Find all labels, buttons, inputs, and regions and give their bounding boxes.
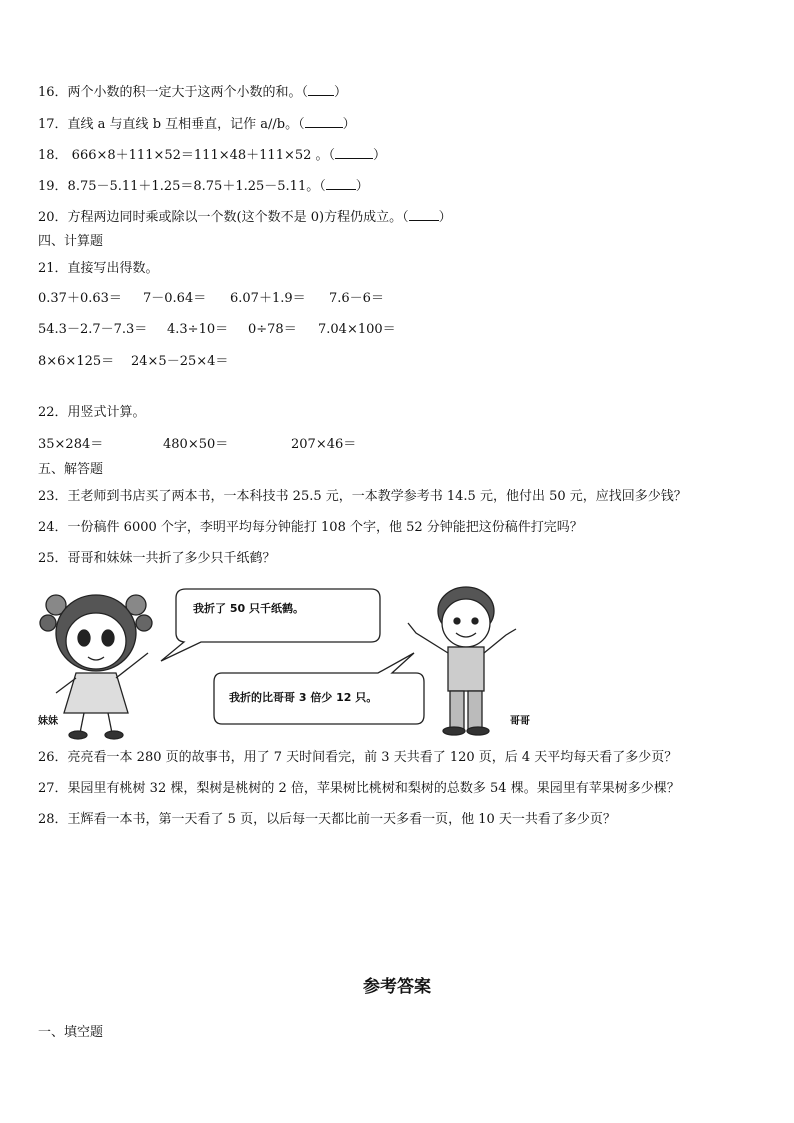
calc-item: 7.6－6＝: [329, 291, 384, 306]
answer-blank[interactable]: [409, 208, 439, 221]
question-17: 17．直线 a 与直线 b 互相垂直，记作 a//b。（ ）: [38, 117, 356, 132]
question-28: 28．王辉看一本书，第一天看了 5 页，以后每一天都比前一天多看一页，他 10 天一共看了多少页？: [38, 812, 616, 827]
calc-item: 24×5－25×4＝: [131, 354, 229, 369]
bubble-bottom-text: 我折的比哥哥 3 倍少 12 只。: [229, 691, 378, 704]
answer-blank[interactable]: [308, 83, 334, 96]
calc-item: 6.07＋1.9＝: [230, 291, 306, 306]
question-20: 20．方程两边同时乘或除以一个数(这个数不是 0)方程仍成立。（ ）: [38, 210, 452, 225]
question-25: 25．哥哥和妹妹一共折了多少只千纸鹤？: [38, 551, 276, 566]
question-27: 27．果园里有桃树 32 棵，梨树是桃树的 2 倍，苹果树比桃树和梨树的总数多 54 棵。果园里有苹果树多少棵？: [38, 781, 680, 796]
question-26: 26．亮亮看一本 280 页的故事书，用了 7 天时间看完，前 3 天共看了 120 页，后 4 天平均每天看了多少页？: [38, 750, 678, 765]
calc-item: 7－0.64＝: [143, 291, 207, 306]
question-21-title: 21．直接写出得数。: [38, 261, 159, 276]
calc-item: 0.37＋0.63＝: [38, 291, 122, 306]
answers-title: 参考答案: [363, 977, 431, 997]
calc-item: 0÷78＝: [248, 322, 297, 337]
calc-item: 54.3－2.7－7.3＝: [38, 322, 148, 337]
section-title-solve: 五、解答题: [38, 462, 104, 477]
section-title-calc: 四、计算题: [38, 234, 104, 249]
label-boy: 哥哥: [510, 716, 530, 727]
question-24: 24．一份稿件 6000 个字，李明平均每分钟能打 108 个字，他 52 分钟能把这份稿件打完吗？: [38, 520, 583, 535]
answers-section-1: 一、填空题: [38, 1025, 104, 1040]
answer-blank[interactable]: [335, 146, 373, 159]
bubble-top-text: 我折了 50 只千纸鹤。: [193, 602, 304, 615]
answer-blank[interactable]: [326, 177, 356, 190]
question-19: 19．8.75－5.11＋1.25＝8.75＋1.25－5.11。（ ）: [38, 179, 369, 194]
label-girl: 妹妹: [38, 716, 58, 727]
calc-item: 4.3÷10＝: [167, 322, 229, 337]
calc-item: 7.04×100＝: [318, 322, 396, 337]
calc-item: 35×284＝: [38, 437, 104, 452]
calc-item: 480×50＝: [163, 437, 229, 452]
question-18: 18． 666×8＋111×52＝111×48＋111×52 。（ ）: [38, 148, 387, 163]
answer-blank[interactable]: [305, 115, 343, 128]
question-22-title: 22．用竖式计算。: [38, 405, 146, 420]
calc-item: 8×6×125＝: [38, 354, 115, 369]
calc-item: 207×46＝: [291, 437, 357, 452]
question-16: 16．两个小数的积一定大于这两个小数的和。（ ）: [38, 85, 348, 100]
question-23: 23．王老师到书店买了两本书，一本科技书 25.5 元，一本教学参考书 14.5 元，他付出 50 元，应找回多少钱？: [38, 489, 687, 504]
